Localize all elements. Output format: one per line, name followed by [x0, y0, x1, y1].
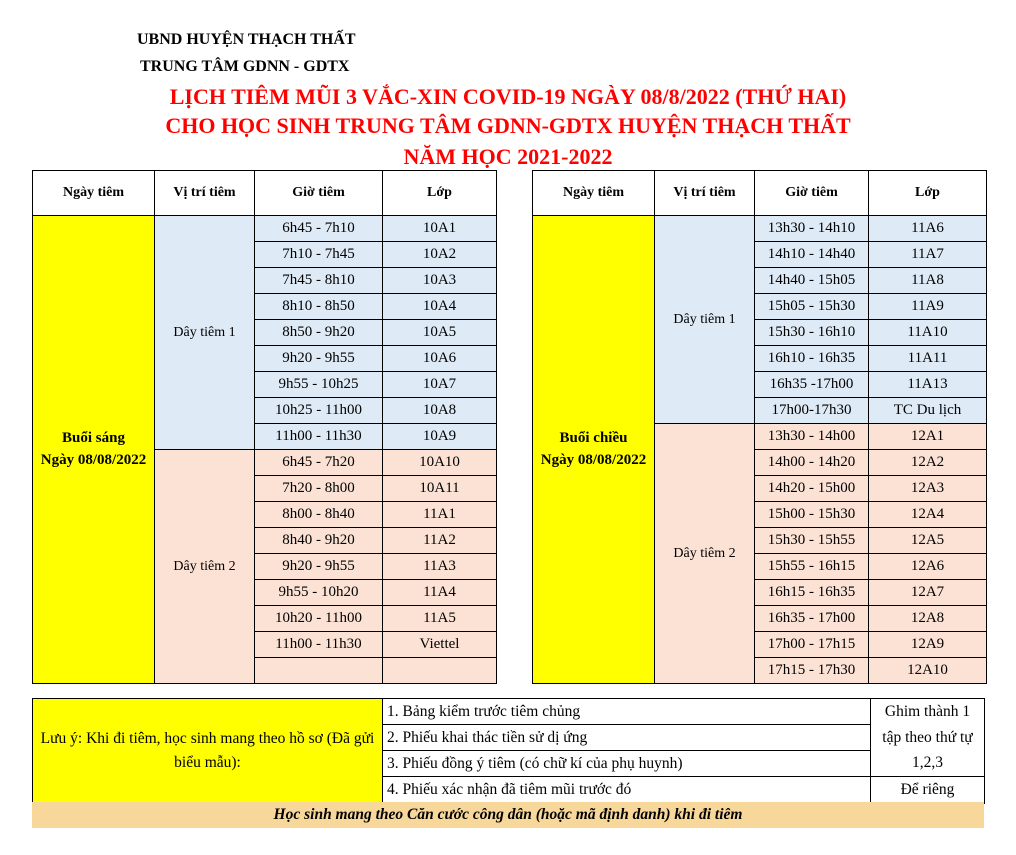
time-cell: 7h20 - 8h00	[255, 476, 383, 502]
time-cell: 15h55 - 16h15	[755, 554, 869, 580]
class-cell: 12A4	[869, 502, 987, 528]
class-cell: 12A7	[869, 580, 987, 606]
time-cell: 14h20 - 15h00	[755, 476, 869, 502]
col-header-site: Vị trí tiêm	[155, 171, 255, 216]
notes-separate-instruction: Để riêng	[871, 777, 985, 804]
org-name-district: UBND HUYỆN THẠCH THẤT	[137, 31, 356, 48]
time-cell: 16h15 - 16h35	[755, 580, 869, 606]
class-cell: 12A8	[869, 606, 987, 632]
class-cell: 11A10	[869, 320, 987, 346]
time-cell: 17h00 - 17h15	[755, 632, 869, 658]
morning-schedule-body	[33, 216, 497, 684]
session-cell	[33, 216, 155, 684]
col-header-class: Lớp	[383, 171, 497, 216]
class-cell: 11A4	[383, 580, 497, 606]
class-cell: 10A2	[383, 242, 497, 268]
time-cell: 8h50 - 9h20	[255, 320, 383, 346]
note-item-3: 3. Phiếu đồng ý tiêm (có chữ kí của phụ huynh)	[383, 751, 871, 777]
time-cell: 10h20 - 11h00	[255, 606, 383, 632]
table-header-row	[33, 171, 497, 216]
class-cell: 10A3	[383, 268, 497, 294]
session-date: Ngày 08/08/2022	[40, 451, 147, 468]
time-cell: 13h30 - 14h10	[755, 216, 869, 242]
time-cell: 8h10 - 8h50	[255, 294, 383, 320]
time-cell: 13h30 - 14h00	[755, 424, 869, 450]
class-cell: 12A3	[869, 476, 987, 502]
notes-group-instruction: Ghim thành 1 tập theo thứ tự 1,2,3	[871, 699, 985, 777]
doc-title-line3: NĂM HỌC 2021-2022	[403, 144, 613, 169]
class-cell: TC Du lịch	[869, 398, 987, 424]
session-cell	[533, 216, 655, 684]
table-row	[33, 216, 497, 242]
class-cell: 12A10	[869, 658, 987, 684]
class-cell: 11A2	[383, 528, 497, 554]
class-cell: Viettel	[383, 632, 497, 658]
footer-note: Học sinh mang theo Căn cước công dân (hoặc mã định danh) khi đi tiêm	[32, 802, 984, 828]
doc-title-line2: CHO HỌC SINH TRUNG TÂM GDNN-GDTX HUYỆN THẠCH THẤT	[165, 113, 851, 138]
session-date: Ngày 08/08/2022	[540, 451, 647, 468]
time-cell: 11h00 - 11h30	[255, 424, 383, 450]
time-cell: 8h40 - 9h20	[255, 528, 383, 554]
time-cell: 9h55 - 10h20	[255, 580, 383, 606]
class-cell: 10A11	[383, 476, 497, 502]
time-cell: 11h00 - 11h30	[255, 632, 383, 658]
class-cell: 10A8	[383, 398, 497, 424]
time-cell: 14h10 - 14h40	[755, 242, 869, 268]
morning-schedule-table	[32, 170, 497, 684]
afternoon-schedule-body	[533, 216, 987, 684]
class-cell: 12A5	[869, 528, 987, 554]
time-cell: 16h35 -17h00	[755, 372, 869, 398]
table-header-row	[533, 171, 987, 216]
time-cell: 9h20 - 9h55	[255, 346, 383, 372]
injection-site-label: Dây tiêm 1	[155, 216, 255, 450]
time-cell: 6h45 - 7h20	[255, 450, 383, 476]
class-cell: 11A8	[869, 268, 987, 294]
col-header-class: Lớp	[869, 171, 987, 216]
class-cell: 11A6	[869, 216, 987, 242]
injection-site-label: Dây tiêm 2	[155, 450, 255, 684]
time-cell: 16h35 - 17h00	[755, 606, 869, 632]
notes-label: Lưu ý: Khi đi tiêm, học sinh mang theo hồ sơ (Đã gửi biểu mẫu):	[33, 699, 383, 804]
note-item-4: 4. Phiếu xác nhận đã tiêm mũi trước đó	[383, 777, 871, 804]
col-header-date: Ngày tiêm	[33, 171, 155, 216]
class-cell: 12A9	[869, 632, 987, 658]
time-cell: 17h15 - 17h30	[755, 658, 869, 684]
session-label: Buổi chiều	[559, 429, 628, 446]
col-header-time: Giờ tiêm	[255, 171, 383, 216]
injection-site-label: Dây tiêm 2	[655, 424, 755, 684]
time-cell: 7h10 - 7h45	[255, 242, 383, 268]
time-cell: 7h45 - 8h10	[255, 268, 383, 294]
time-cell: 16h10 - 16h35	[755, 346, 869, 372]
session-label: Buổi sáng	[62, 429, 125, 446]
time-cell: 15h30 - 15h55	[755, 528, 869, 554]
time-cell	[255, 658, 383, 684]
time-cell: 6h45 - 7h10	[255, 216, 383, 242]
class-cell: 11A11	[869, 346, 987, 372]
class-cell: 10A6	[383, 346, 497, 372]
class-cell: 12A2	[869, 450, 987, 476]
table-row	[533, 216, 987, 242]
col-header-site: Vị trí tiêm	[655, 171, 755, 216]
class-cell	[383, 658, 497, 684]
class-cell: 11A3	[383, 554, 497, 580]
class-cell: 11A9	[869, 294, 987, 320]
class-cell: 11A1	[383, 502, 497, 528]
class-cell: 10A9	[383, 424, 497, 450]
time-cell: 8h00 - 8h40	[255, 502, 383, 528]
class-cell: 11A13	[869, 372, 987, 398]
class-cell: 10A10	[383, 450, 497, 476]
org-name-center: TRUNG TÂM GDNN - GDTX	[140, 58, 350, 75]
time-cell: 15h30 - 16h10	[755, 320, 869, 346]
class-cell: 11A7	[869, 242, 987, 268]
injection-site-label: Dây tiêm 1	[655, 216, 755, 424]
doc-title-line1: LỊCH TIÊM MŨI 3 VẮC-XIN COVID-19 NGÀY 08/8/2022 (THỨ HAI)	[169, 84, 847, 109]
class-cell: 10A1	[383, 216, 497, 242]
time-cell: 9h55 - 10h25	[255, 372, 383, 398]
note-item-2: 2. Phiếu khai thác tiền sử dị ứng	[383, 725, 871, 751]
class-cell: 10A7	[383, 372, 497, 398]
class-cell: 10A4	[383, 294, 497, 320]
time-cell: 17h00-17h30	[755, 398, 869, 424]
time-cell: 15h05 - 15h30	[755, 294, 869, 320]
afternoon-schedule-table	[532, 170, 987, 684]
time-cell: 15h00 - 15h30	[755, 502, 869, 528]
class-cell: 12A1	[869, 424, 987, 450]
time-cell: 9h20 - 9h55	[255, 554, 383, 580]
time-cell: 14h00 - 14h20	[755, 450, 869, 476]
col-header-date: Ngày tiêm	[533, 171, 655, 216]
class-cell: 10A5	[383, 320, 497, 346]
time-cell: 14h40 - 15h05	[755, 268, 869, 294]
col-header-time: Giờ tiêm	[755, 171, 869, 216]
time-cell: 10h25 - 11h00	[255, 398, 383, 424]
note-item-1: 1. Bảng kiểm trước tiêm chủng	[383, 699, 871, 725]
class-cell: 12A6	[869, 554, 987, 580]
class-cell: 11A5	[383, 606, 497, 632]
notes-table	[32, 698, 985, 804]
